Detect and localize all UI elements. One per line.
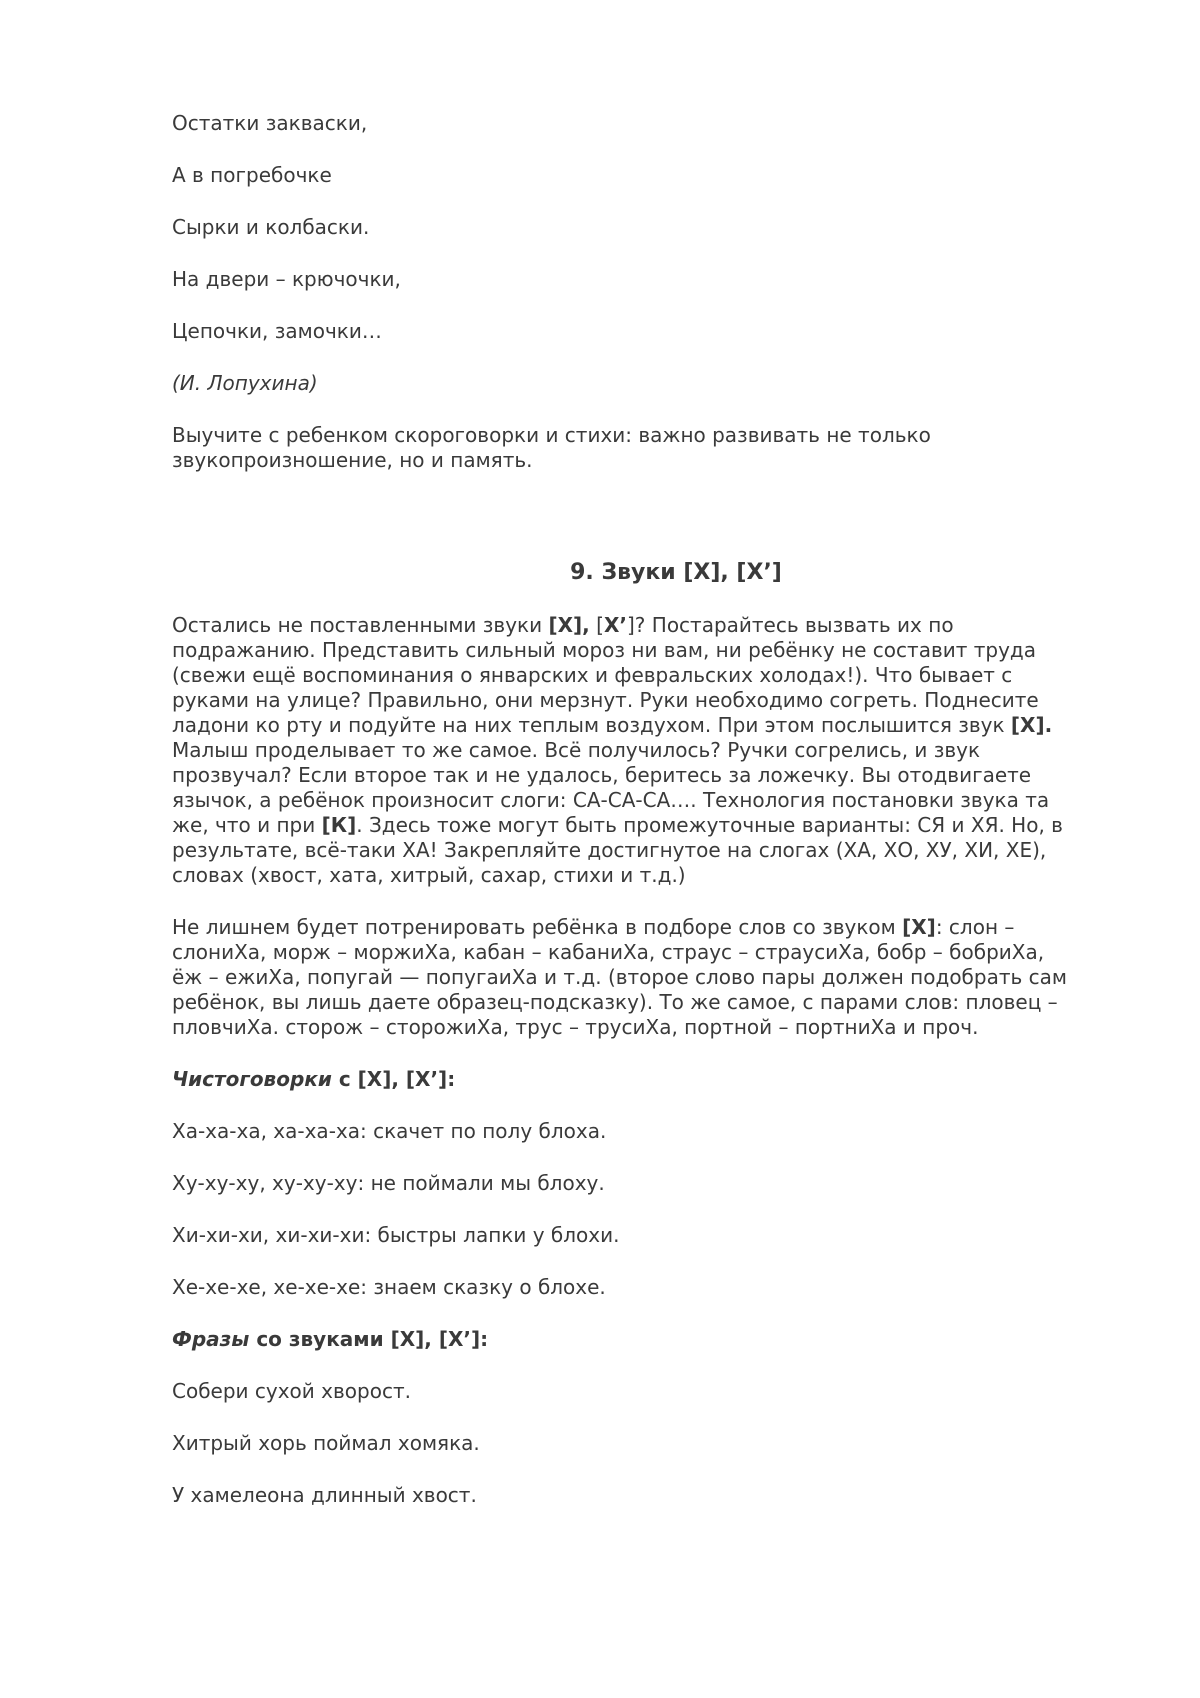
phrase: Собери сухой хворост. xyxy=(172,1379,411,1403)
phrase: Хитрый хорь поймал хомяка. xyxy=(172,1431,480,1455)
phrases-heading: Фразы со звуками [Х], [Х’]: xyxy=(172,1327,489,1351)
tongue-twister: Хи-хи-хи, хи-хи-хи: быстры лапки у блохи. xyxy=(172,1223,620,1247)
tongue-twister: Хе-хе-хе, хе-хе-хе: знаем сказку о блохе. xyxy=(172,1275,606,1299)
phrase: У хамелеона длинный хвост. xyxy=(172,1483,477,1507)
tongue-twister: Ха-ха-ха, ха-ха-ха: скачет по полу блоха. xyxy=(172,1119,607,1143)
poem-line: Сырки и колбаски. xyxy=(172,215,370,239)
tongue-twisters-heading: Чистоговорки с [Х], [Х’]: xyxy=(172,1067,456,1091)
poem-line: Цепочки, замочки… xyxy=(172,319,382,343)
intro-paragraph: Остались не поставленными звуки [Х], [Х’]? Постарайтесь вызвать их по подражанию. Представить сильный мороз ни вам, ни ребёнку не составит труда (свежи ещё воспоминания о январских и февральских холодах!). Что бывает с руками на улице? Правильно, они мерзнут. Руки необходимо согреть. Поднесите ладони ко рту и подуйте на них теплым воздухом. При этом послышится звук [Х]. Малыш проделывает то же самое. Всё получилось? Ручки согрелись, и звук прозвучал? Если второе так и не удалось, беритесь за ложечку. Вы отодвигаете язычок, а ребёнок произносит слоги: СА-СА-СА…. Технология постановки звука та же, что и при [К]. Здесь тоже могут быть промежуточные варианты: СЯ и ХЯ. Но, в результате, всё-таки ХА! Закрепляйте достигнутое на слогах (ХА, ХО, ХУ, ХИ, ХЕ), словах (хвост, хата, хитрый, сахар, стихи и т.д.) xyxy=(172,613,1063,887)
section-title: 9. Звуки [Х], [Х’] xyxy=(570,560,782,585)
tongue-twister: Ху-ху-ху, ху-ху-ху: не поймали мы блоху. xyxy=(172,1171,605,1195)
poem-line: Остатки закваски, xyxy=(172,111,368,135)
word-pairs-paragraph: Не лишнем будет потренировать ребёнка в подборе слов со звуком [Х]: слон – слониХа, морж – моржиХа, кабан – кабаниХа, страус – страусиХа, бобр – бобриХа, ёж – ежиХа, попугай — попугаиХа и т.д. (второе слово пары должен подобрать сам ребёнок, вы лишь даете образец-подсказку). То же самое, с парами слов: пловец – пловчиХа. сторож – сторожиХа, трус – трусиХа, портной – портниХа и проч. xyxy=(172,915,1067,1039)
poem-line: На двери – крючочки, xyxy=(172,267,401,291)
poem-line: А в погребочке xyxy=(172,163,332,187)
advice-paragraph: Выучите с ребенком скороговорки и стихи: важно развивать не только звукопроизношение, но и память. xyxy=(172,423,931,472)
poem-citation: (И. Лопухина) xyxy=(172,371,318,395)
